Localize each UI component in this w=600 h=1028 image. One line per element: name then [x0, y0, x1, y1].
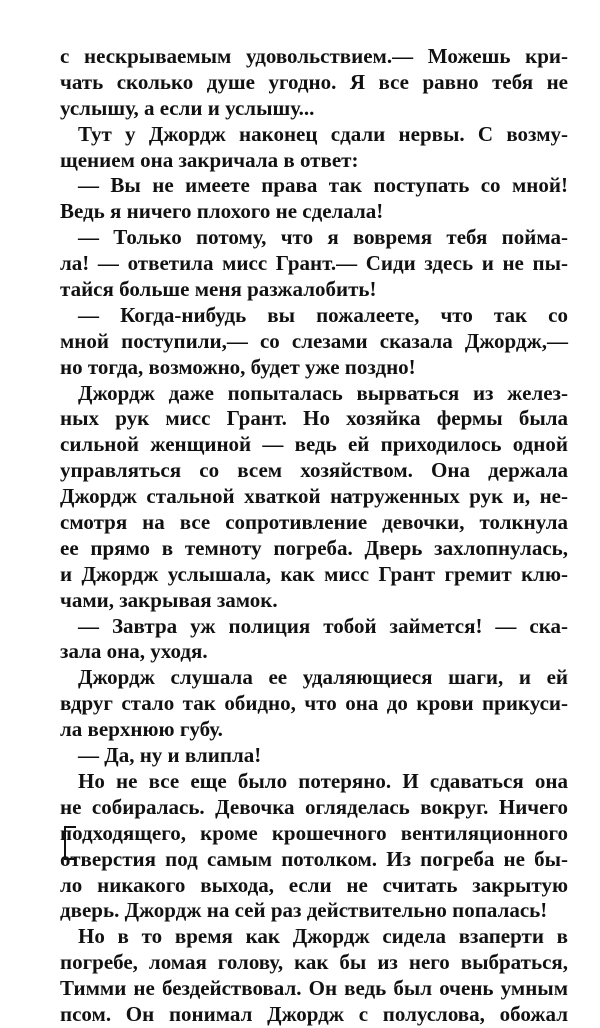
text-line: Ведь я ничего плохого не сделала!	[60, 199, 384, 224]
text-line: — Вы не имеете права так поступать со мной!	[78, 173, 568, 198]
text-line: ных рук мисс Грант. Но хозяйка фермы была	[60, 406, 568, 431]
text-line: и Джордж услышала, как мисс Грант гремит клю-	[60, 561, 568, 586]
text-line: сильной женщиной — ведь ей приходилось одной	[60, 432, 568, 457]
text-line: смотря на все сопротивление девочки, толкнула	[60, 510, 568, 535]
text-line: Джордж слушала ее удаляющиеся шаги, и ей	[78, 665, 568, 690]
text-line: погребе, ломая голову, как бы из него выбраться,	[60, 950, 568, 975]
text-line: зала она, уходя.	[60, 639, 208, 664]
text-line: чами, закрывая замок.	[60, 587, 278, 612]
text-line: отверстия под самым потолком. Из погреба не бы-	[60, 846, 568, 871]
text-line: с нескрываемым удовольствием.— Можешь кри-	[60, 44, 568, 68]
text-line: псом. Он понимал Джордж с полуслова, обожал	[60, 1001, 568, 1026]
text-line: чать сколько душе угодно. Я все равно тебя не	[60, 69, 568, 94]
text-line: тайся больше меня разжалобить!	[60, 277, 377, 302]
text-line: мной поступили,— со слезами сказала Джордж,—	[60, 328, 568, 353]
text-line: дверь. Джордж на сей раз действительно попалась!	[60, 898, 548, 923]
text-line: Но в то время как Джордж сидела взаперти в	[78, 924, 568, 949]
text-line: — Когда-нибудь вы пожалеете, что так со	[78, 302, 568, 327]
text-line: Тимми не бездействовал. Он ведь был очень умным	[60, 976, 568, 1001]
text-line: управляться со всем хозяйством. Она держала	[60, 458, 568, 483]
text-line: — Завтра уж полиция тобой займется! — ска-	[78, 613, 568, 638]
section-mark	[64, 826, 76, 860]
text-line: щением она закричала в ответ:	[60, 147, 359, 172]
text-line: вдруг стало так обидно, что она до крови прикуси-	[60, 691, 568, 716]
text-line: — Только потому, что я вовремя тебя пойма-	[78, 225, 568, 250]
text-line: не собиралась. Девочка огляделась вокруг. Ничего	[60, 794, 568, 819]
text-line: услышу, а если и услышу...	[60, 95, 315, 120]
text-line: ла! — ответила мисс Грант.— Сиди здесь и не пы-	[60, 251, 568, 276]
text-line: ее прямо в темноту погреба. Дверь захлопнулась,	[60, 535, 568, 560]
text-line: Джордж даже попыталась вырваться из желез-	[78, 380, 568, 405]
text-line: ла верхнюю губу.	[60, 717, 223, 742]
text-line: Джордж стальной хваткой натруженных рук и, не-	[60, 484, 568, 509]
text-line: Тут у Джордж наконец сдали нервы. С возму-	[78, 121, 568, 146]
text-line: ло никакого выхода, если не считать закрытую	[60, 872, 568, 897]
text-line: но тогда, возможно, будет уже поздно!	[60, 354, 416, 379]
text-line: — Да, ну и влипла!	[78, 743, 262, 768]
book-page-text	[60, 44, 568, 1028]
text-line: подходящего, кроме крошечного вентиляционного	[60, 820, 568, 845]
text-line: Но не все еще было потеряно. И сдаваться она	[78, 768, 568, 793]
